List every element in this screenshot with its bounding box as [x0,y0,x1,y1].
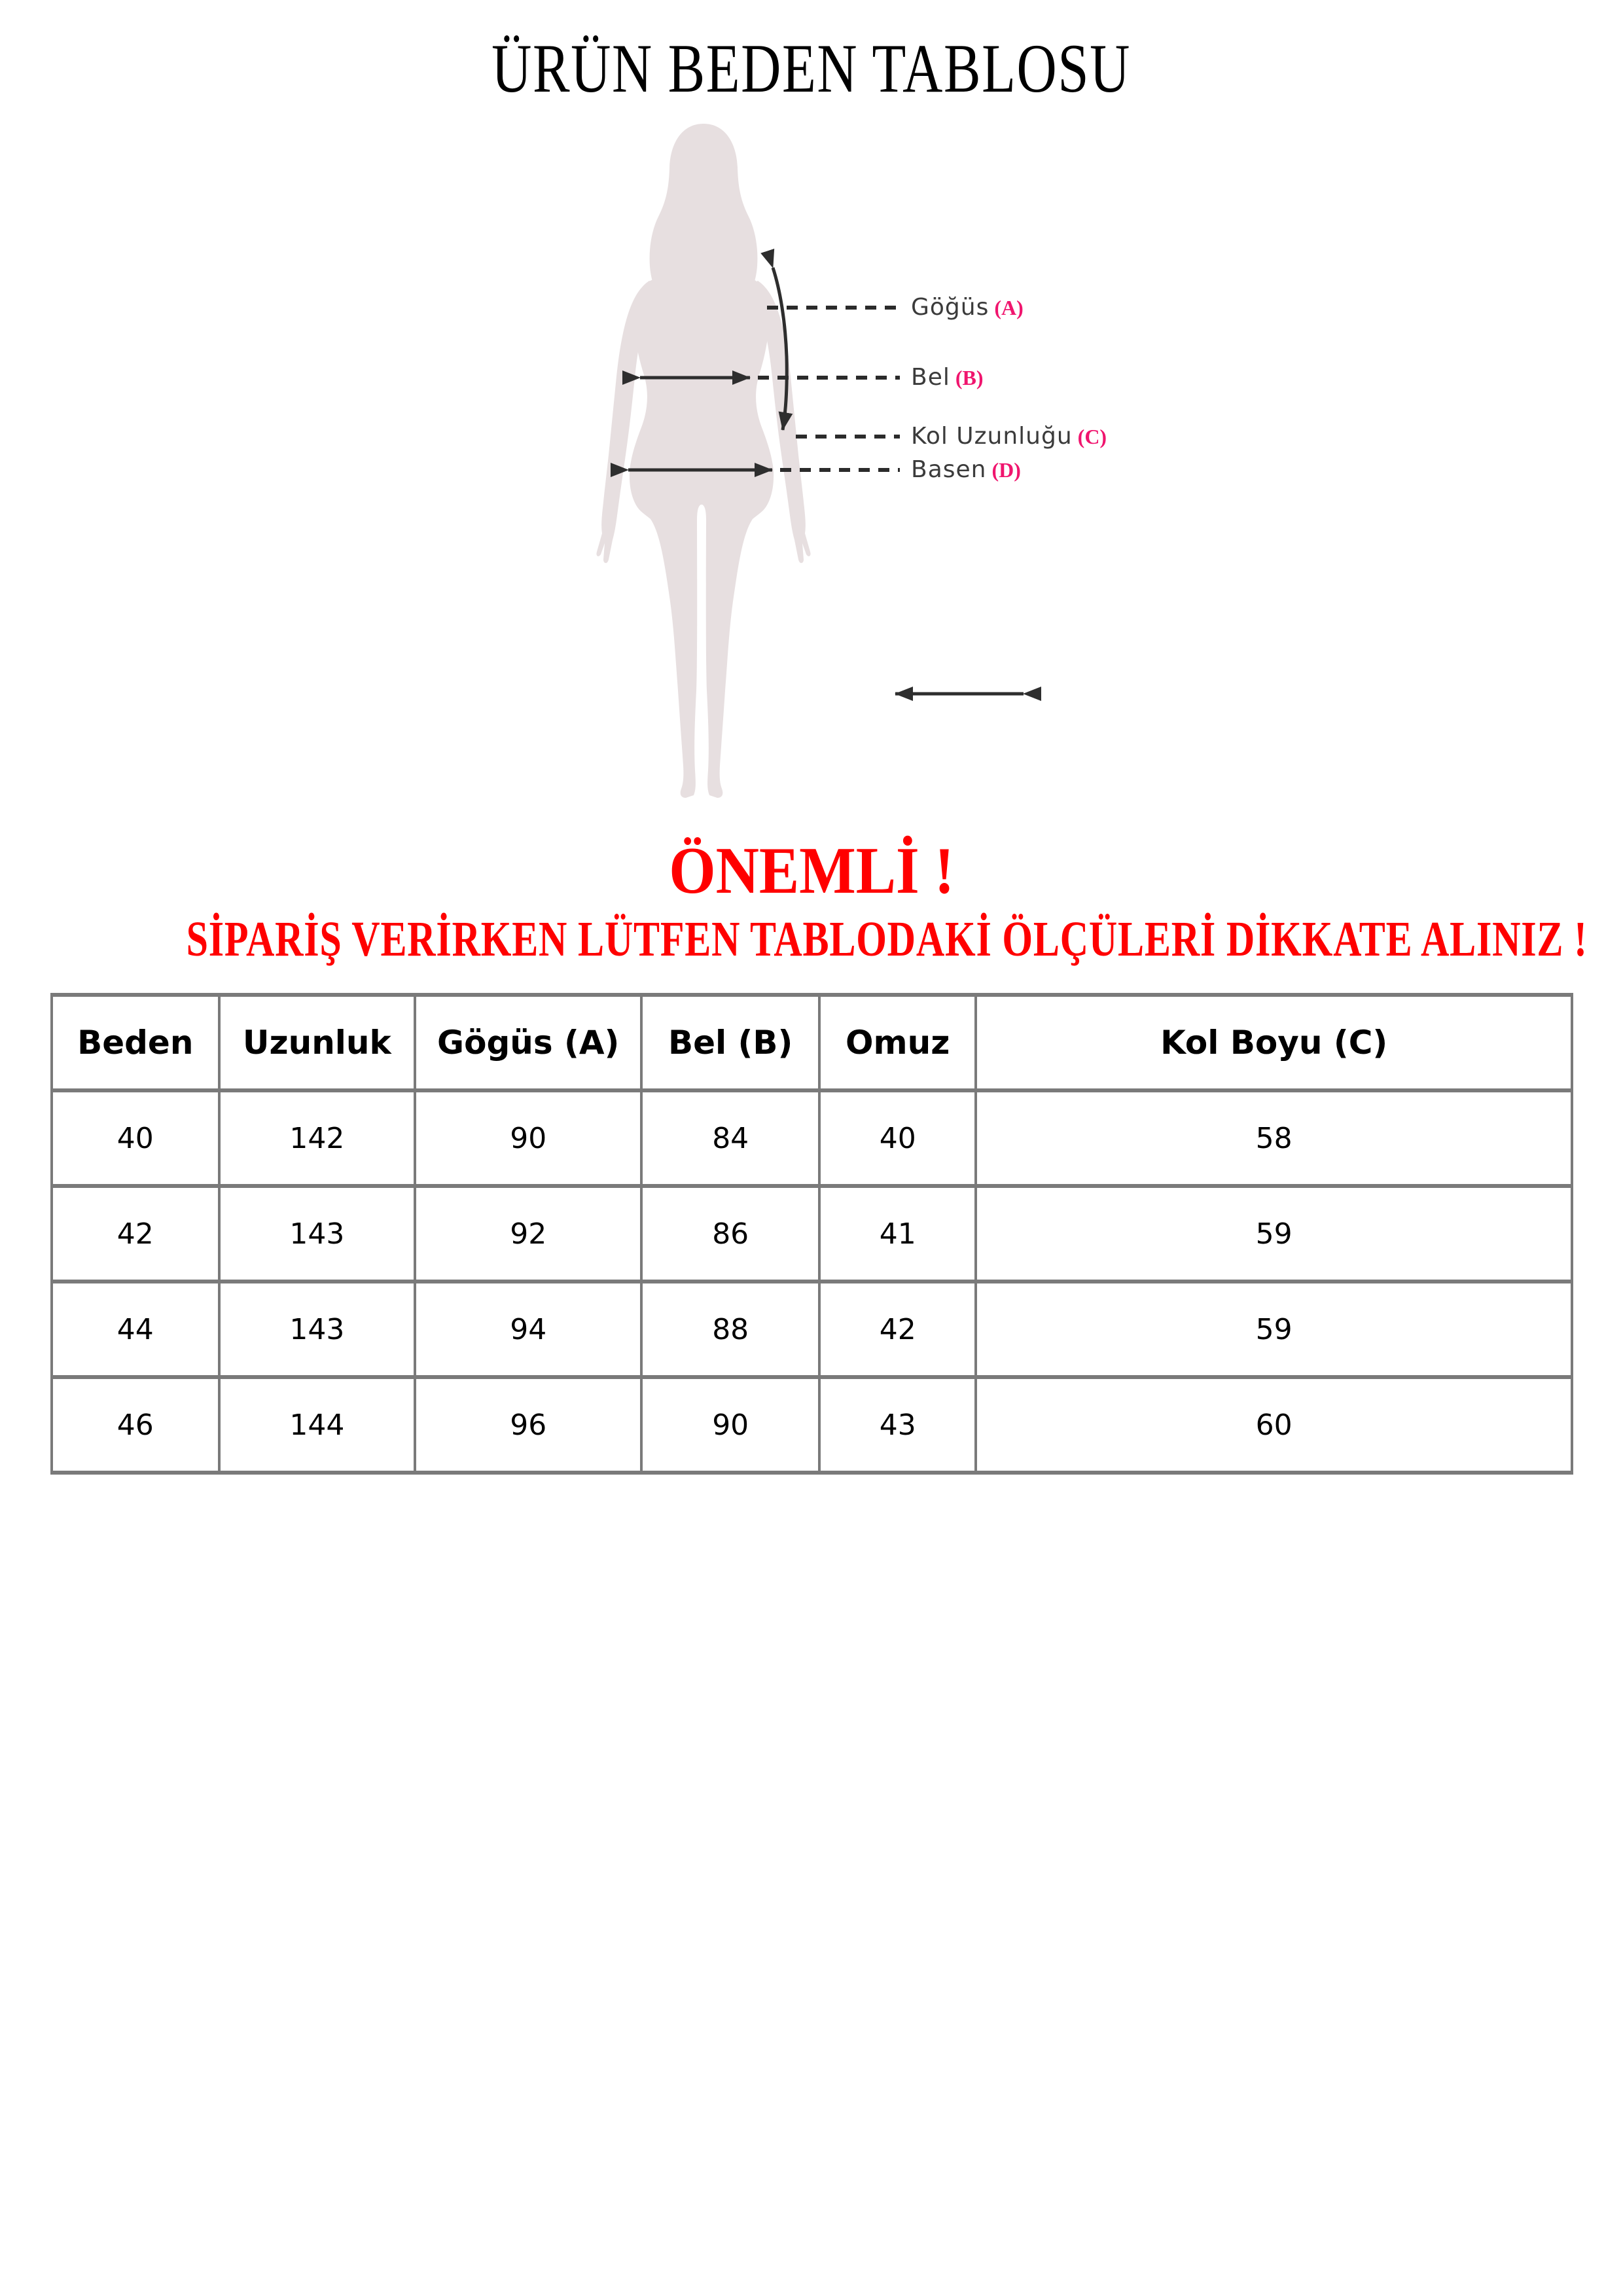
size-cell: 92 [415,1186,641,1282]
size-cell: 143 [219,1186,416,1282]
size-cell: 60 [976,1377,1572,1473]
size-cell: 59 [976,1282,1572,1377]
size-cell: 90 [641,1377,819,1473]
size-cell: 42 [52,1186,219,1282]
measure-label-text: Bel [911,364,950,391]
important-message-text: SİPARİŞ VERİRKEN LÜTFEN TABLODAKİ ÖLÇÜLERİ DİKKATE ALINIZ ! [186,912,1588,967]
page-title [0,29,1623,109]
measure-label-code: (B) [955,366,984,389]
size-cell: 46 [52,1377,219,1473]
measure-label-bel [911,362,984,393]
column-header-1: Uzunluk [219,995,416,1090]
measure-label-text: Kol Uzunluğu [911,423,1073,450]
size-cell: 84 [641,1090,819,1186]
size-table-body [52,1090,1572,1473]
size-table [50,993,1573,1475]
important-message [0,911,1623,968]
size-cell: 90 [415,1090,641,1186]
size-cell: 41 [819,1186,976,1282]
size-cell: 142 [219,1090,416,1186]
size-table-header-row [52,995,1572,1090]
column-header-2: Gögüs (A) [415,995,641,1090]
column-header-0: Beden [52,995,219,1090]
measure-label-gogus [911,292,1024,323]
table-row [52,1282,1572,1377]
size-cell: 42 [819,1282,976,1377]
column-header-5: Kol Boyu (C) [976,995,1572,1090]
measure-label-basen [911,454,1021,486]
size-cell: 96 [415,1377,641,1473]
size-cell: 40 [52,1090,219,1186]
table-row [52,1186,1572,1282]
size-cell: 88 [641,1282,819,1377]
column-header-4: Omuz [819,995,976,1090]
measure-label-code: (C) [1077,425,1107,448]
measure-label-code: (D) [991,458,1021,482]
measure-label-text: Göğüs [911,294,990,321]
column-header-3: Bel (B) [641,995,819,1090]
size-cell: 40 [819,1090,976,1186]
size-cell: 144 [219,1377,416,1473]
female-silhouette-head [650,124,758,283]
measure-label-kol-uzunlugu [911,421,1107,452]
important-heading-text: ÖNEMLİ ! [668,834,955,908]
female-silhouette-body [630,279,774,798]
table-row [52,1090,1572,1186]
measure-label-code: (A) [994,296,1024,319]
size-cell: 143 [219,1282,416,1377]
size-cell: 58 [976,1090,1572,1186]
table-row [52,1377,1572,1473]
size-cell: 44 [52,1282,219,1377]
page-title-text: ÜRÜN BEDEN TABLOSU [491,30,1132,107]
size-cell: 43 [819,1377,976,1473]
measure-label-text: Basen [911,456,987,483]
size-cell: 59 [976,1186,1572,1282]
important-heading [0,833,1623,909]
size-cell: 94 [415,1282,641,1377]
size-cell: 86 [641,1186,819,1282]
